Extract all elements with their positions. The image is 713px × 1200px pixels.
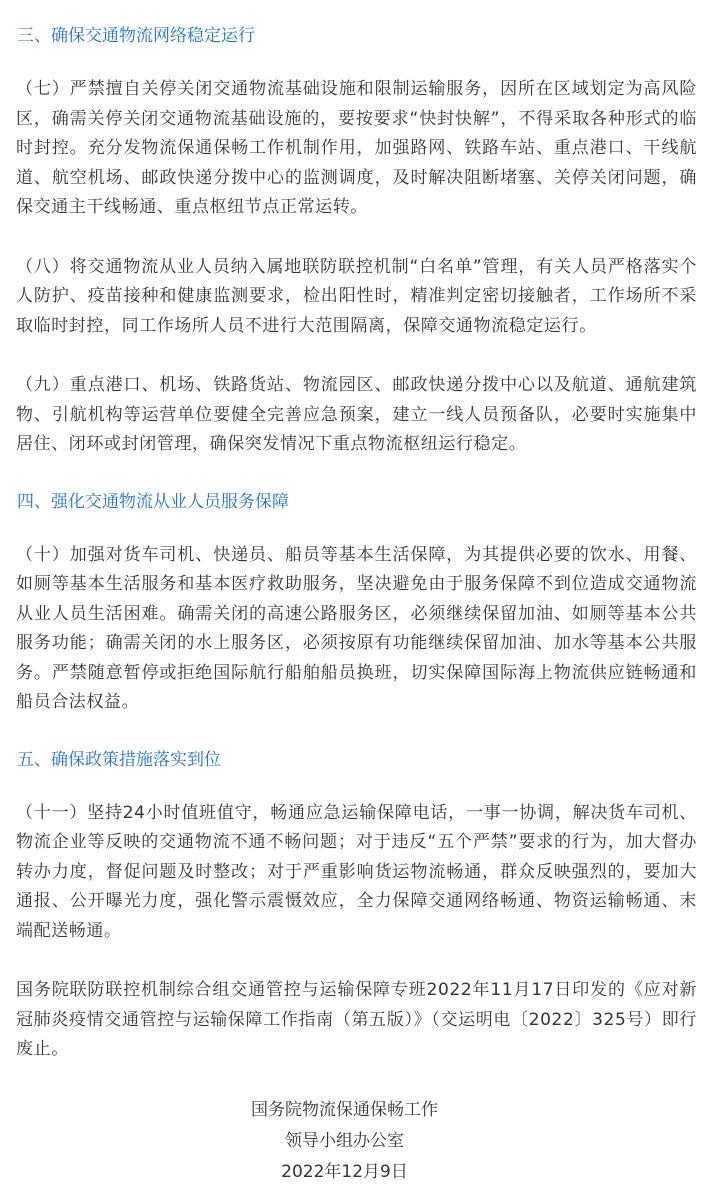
signature-block — [16, 1095, 673, 1188]
paragraph-7: （七）严禁擅自关停关闭交通物流基础设施和限制运输服务，因所在区域划定为高风险区，确需关停关闭交通物流基础设施的，要按要求“快封快解”，不得采取各种形式的临时封控。充分发物流保通保畅工作机制作用，加强路网、铁路车站、重点港口、干线航道、航空机场、邮政快递分拨中心的监测调度，及时解决阻断堵塞、关停关闭问题，确保交通主干线畅通、重点枢纽节点正常运转。 — [16, 79, 697, 217]
paragraph-10: （十）加强对货车司机、快递员、船员等基本生活保障，为其提供必要的饮水、用餐、如厕等基本生活服务和基本医疗救助服务，坚决避免由于服务保障不到位造成交通物流从业人员生活困难。确需关闭的高速公路服务区，必须继续保留加油、如厕等基本公共服务功能；确需关闭的水上服务区，必须按原有功能继续保留加油、加水等基本公共服务。严禁随意暂停或拒绝国际航行船舶船员换班，切实保障国际海上物流供应链畅通和船员合法权益。 — [16, 544, 697, 712]
paragraph-9: （九）重点港口、机场、铁路货站、物流园区、邮政快递分拨中心以及航道、通航建筑物、引航机构等运营单位要健全完善应急预案，建立一线人员预备队，必要时实施集中居住、闭环或封闭管理，确保突发情况下重点物流枢纽运行稳定。 — [16, 375, 697, 454]
section-heading-3: 三、确保交通物流网络稳定运行 — [17, 26, 255, 46]
paragraph-11: （十一）坚持24小时值班值守，畅通应急运输保障电话，一事一协调，解决货车司机、物流企业等反映的交通物流不通不畅问题；对于违反“五个严禁”要求的行为，加大督办转办力度，督促问题及时整改；对于严重影响货运物流畅通，群众反映强烈的，要加大通报、公开曝光力度，强化警示震慑效应，全力保障交通网络畅通、物资运输畅通、末端配送畅通。 — [16, 802, 697, 941]
closing-paragraph: 国务院联防联控机制综合组交通管控与运输保障专班2022年11月17日印发的《应对新冠肺炎疫情交通管控与运输保障工作指南（第五版）》（交运明电〔2022〕325号）即行废止。 — [16, 980, 697, 1059]
signature-org-line2: 领导小组办公室 — [285, 1130, 404, 1151]
section-heading-5: 五、确保政策措施落实到位 — [17, 749, 221, 770]
signature-date: 2022年12月9日 — [281, 1161, 408, 1182]
section-heading-4: 四、强化交通物流从业人员服务保障 — [17, 491, 289, 512]
paragraph-8: （八）将交通物流从业人员纳入属地联防联控机制“白名单”管理，有关人员严格落实个人防护、疫苗接种和健康监测要求，检出阳性时，精准判定密切接触者，工作场所不采取临时封控，同工作场所人员不进行大范围隔离，保障交通物流稳定运行。 — [16, 256, 697, 336]
signature-center — [16, 1095, 673, 1188]
signature-org-line1: 国务院物流保通保畅工作 — [251, 1099, 438, 1120]
